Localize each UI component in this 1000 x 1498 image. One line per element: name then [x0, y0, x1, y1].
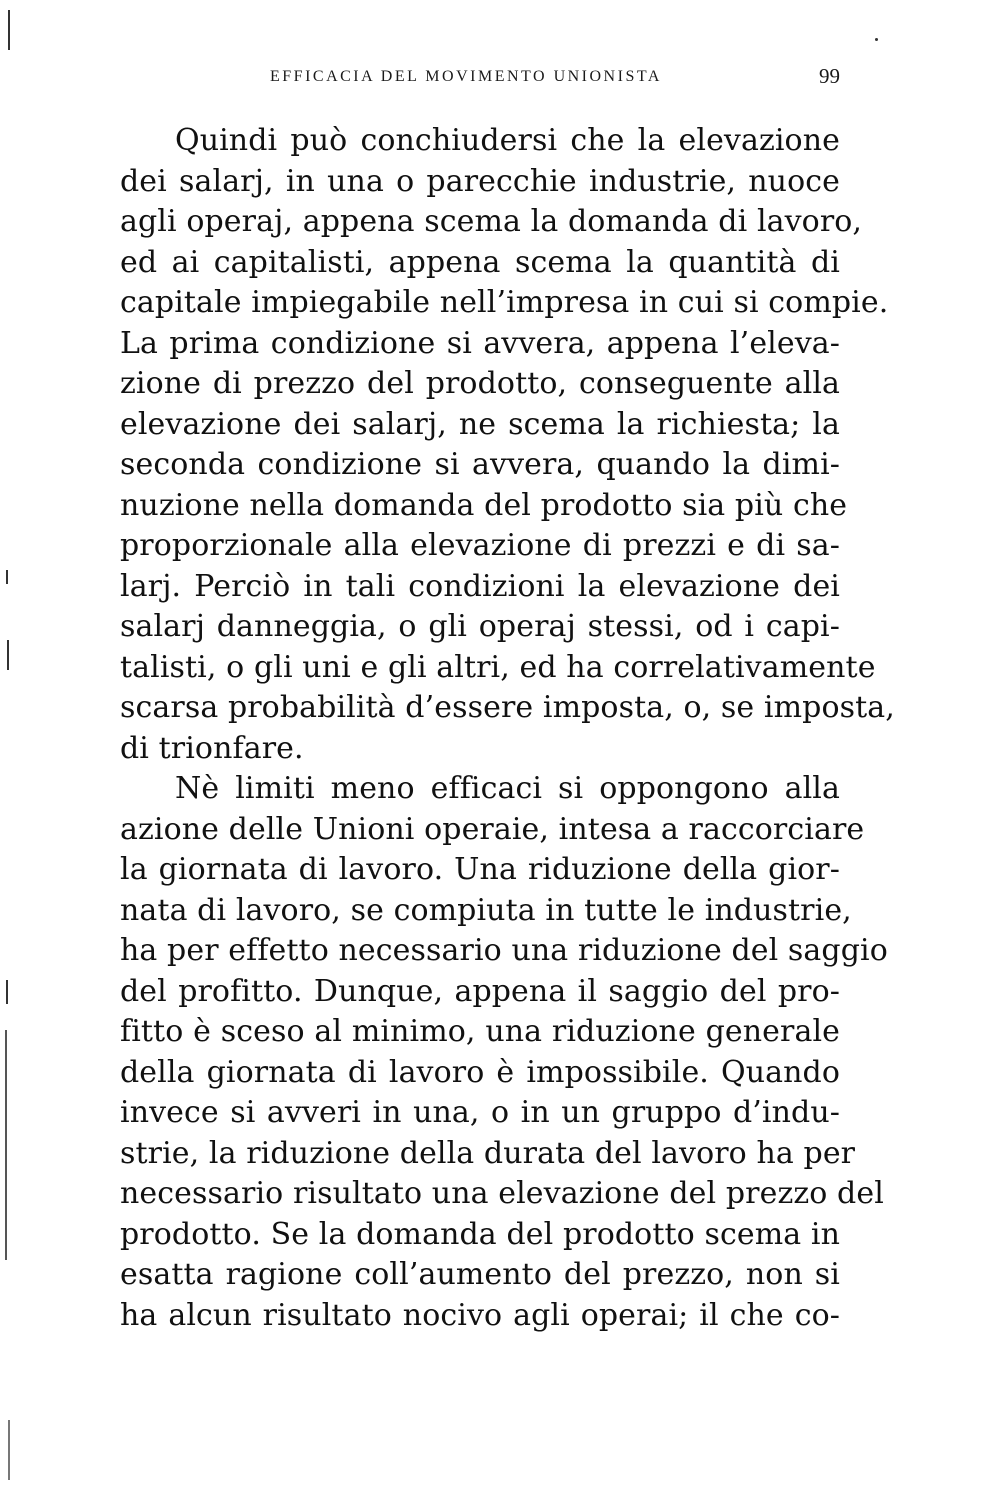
text-line: dei salarj, in una o parecchie industrie, nuoce [120, 163, 840, 199]
text-line: invece si avveri in una, o in un gruppo d’indu- [120, 1095, 840, 1130]
text-line: seconda condizione si avvera, quando la dimi- [120, 447, 840, 482]
text-line: salarj danneggia, o gli operaj stessi, od i capi- [120, 609, 840, 644]
text-line: azione delle Unioni operaie, intesa a raccorciare [120, 811, 865, 847]
text-line: della giornata di lavoro è impossibile. Quando [120, 1054, 840, 1090]
page-number: 99 [819, 64, 840, 88]
running-head [120, 64, 840, 94]
text-line: fitto è sceso al minimo, una riduzione generale [120, 1014, 840, 1049]
text-line: agli operaj, appena scema la domanda di lavoro, [120, 204, 863, 239]
scan-mark [875, 38, 878, 41]
body-text [120, 121, 895, 1336]
running-title: EFFICACIA DEL MOVIMENTO UNIONISTA [270, 68, 662, 85]
scan-mark [7, 640, 9, 670]
text-line: zione di prezzo del prodotto, conseguente alla [120, 366, 840, 401]
scan-mark [8, 10, 10, 50]
text-line: elevazione dei salarj, ne scema la richiesta; la [120, 406, 840, 442]
text-line: di trionfare. [120, 730, 304, 766]
text-line: nuzione nella domanda del prodotto sia più che [120, 487, 848, 523]
text-line: proporzionale alla elevazione di prezzi e di sa- [120, 528, 840, 563]
text-line: La prima condizione si avvera, appena l’eleva- [120, 325, 840, 361]
text-line: prodotto. Se la domanda del prodotto scema in [120, 1216, 840, 1252]
text-line: esatta ragione coll’aumento del prezzo, non si [120, 1257, 840, 1292]
scan-mark [6, 980, 8, 1004]
text-line: larj. Perciò in tali condizioni la elevazione dei [120, 568, 840, 604]
scan-mark [8, 1420, 10, 1480]
text-line: necessario risultato una elevazione del prezzo del [120, 1176, 884, 1211]
text-line: la giornata di lavoro. Una riduzione della gior- [120, 852, 840, 887]
text-line: ed ai capitalisti, appena scema la quantità di [120, 244, 840, 280]
text-line: talisti, o gli uni e gli altri, ed ha correlativamente [120, 649, 876, 685]
text-line: ha per effetto necessario una riduzione del saggio [120, 933, 888, 968]
scan-mark [5, 1030, 7, 1260]
scan-mark [6, 570, 8, 584]
text-line: ha alcun risultato nocivo agli operai; il che co- [120, 1297, 840, 1333]
text-line: strie, la riduzione della durata del lavoro ha per [120, 1135, 856, 1171]
text-line: Nè limiti meno efficaci si oppongono alla [175, 771, 840, 806]
text-line: Quindi può conchiudersi che la elevazione [175, 123, 840, 158]
text-line: del profitto. Dunque, appena il saggio del pro- [120, 973, 840, 1009]
text-line: capitale impiegabile nell’impresa in cui si compie. [120, 285, 889, 320]
text-line: nata di lavoro, se compiuta in tutte le industrie, [120, 892, 852, 928]
text-line: scarsa probabilità d’essere imposta, o, se imposta, [120, 690, 895, 725]
